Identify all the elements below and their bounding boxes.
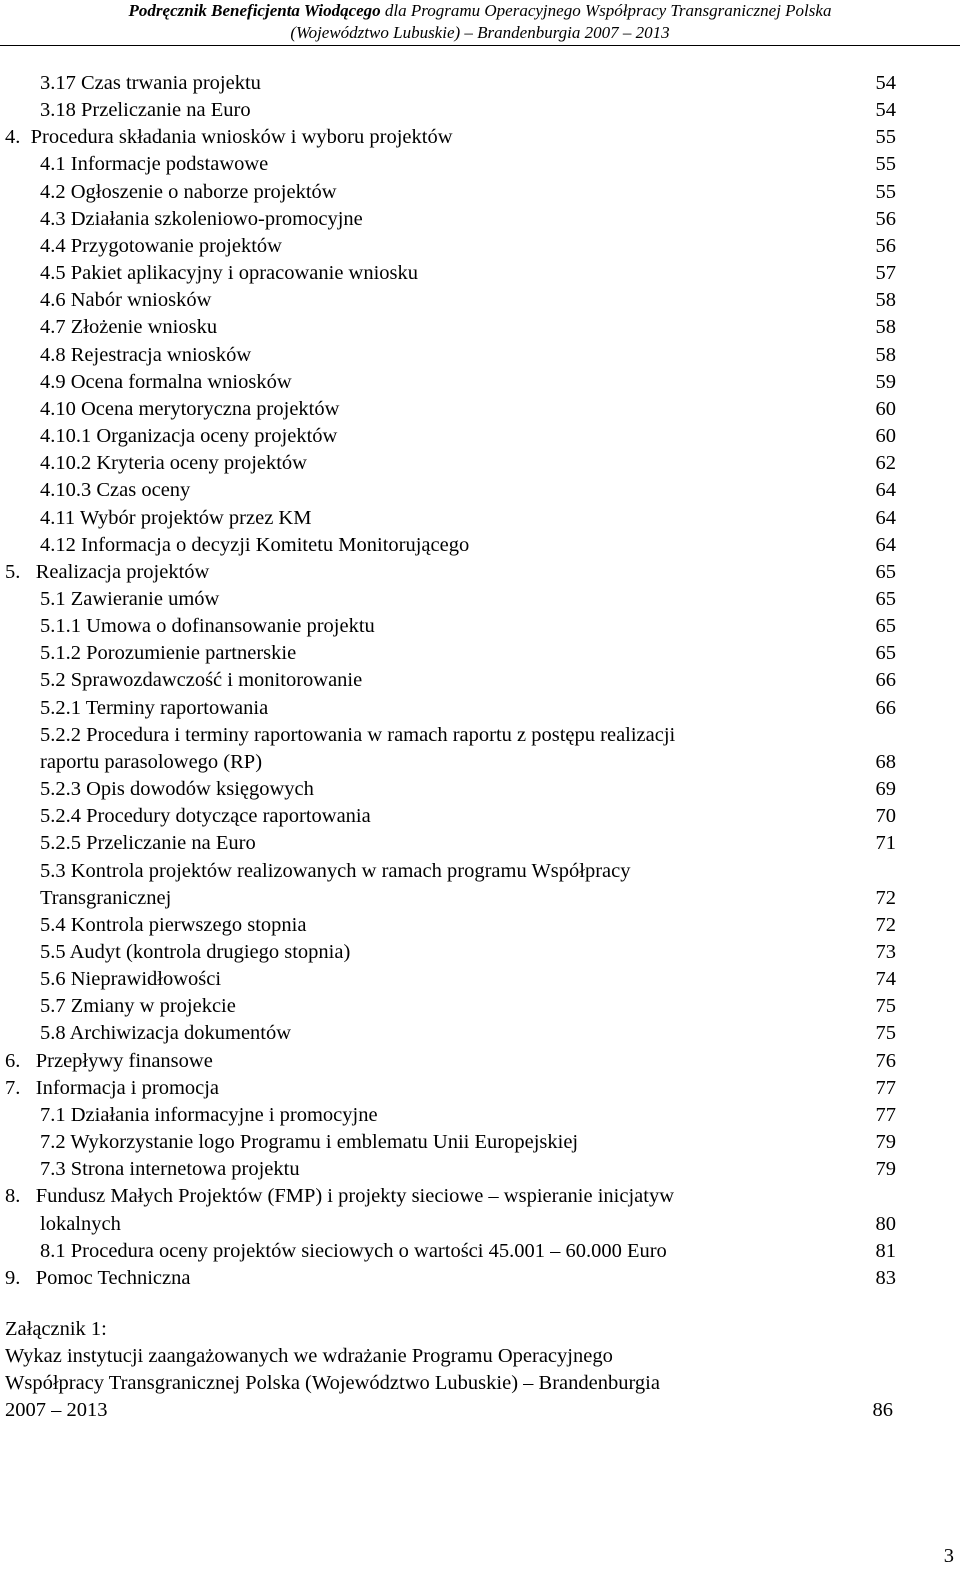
toc-entry-title: 4.11 Wybór projektów przez KM	[40, 506, 312, 529]
toc-entry	[0, 993, 960, 1020]
toc-entry	[0, 505, 960, 532]
toc-entry-page: 69	[875, 778, 896, 801]
toc-entry-title: 4.10.1 Organizacja oceny projektów	[40, 425, 338, 448]
toc-entry	[0, 586, 960, 613]
toc-entry-page: 62	[875, 452, 896, 475]
toc-entry	[0, 858, 960, 912]
toc-entry	[0, 233, 960, 260]
toc-entry-page: 65	[875, 560, 896, 583]
toc-entry-page: 77	[875, 1103, 896, 1126]
toc-entry-title: 5.5 Audyt (kontrola drugiego stopnia)	[40, 941, 351, 963]
toc-entry-title: 4.12 Informacja o decyzji Komitetu Monitorującego	[40, 533, 470, 556]
header-title	[0, 0, 960, 22]
toc-entry-title: 5.2.1 Terminy raportowania	[40, 696, 269, 719]
toc-entry-page: 72	[875, 913, 896, 936]
toc-entry-page: 79	[875, 1158, 896, 1181]
toc-entry	[0, 179, 960, 206]
toc-entry	[0, 369, 960, 396]
toc-entry	[0, 1102, 960, 1129]
running-header	[0, 0, 960, 44]
toc-entry-page: 66	[875, 669, 896, 692]
toc-entry-title: 4.2 Ogłoszenie o naborze projektów	[40, 180, 337, 203]
toc-entry-title: 4.1 Informacje podstawowe	[40, 153, 269, 176]
toc-entry	[0, 450, 960, 477]
toc-entry	[0, 830, 960, 857]
toc-entry-title: 4.3 Działania szkoleniowo-promocyjne	[40, 207, 363, 230]
toc-entry-page: 75	[875, 1022, 896, 1045]
toc-entry-title: 3.17 Czas trwania projektu	[40, 72, 261, 94]
toc-entry-page: 64	[875, 533, 896, 556]
toc-entry	[0, 124, 960, 151]
toc-entry-title: 6. Przepływy finansowe	[5, 1049, 213, 1072]
toc-entry	[0, 1020, 960, 1047]
toc-entry	[0, 1129, 960, 1156]
toc-entry-page: 55	[875, 180, 896, 203]
toc-entry-title: 4.10 Ocena merytoryczna projektów	[40, 397, 340, 420]
page-number: 3	[943, 1545, 954, 1567]
toc-entry-page: 56	[875, 207, 896, 230]
toc-entry	[0, 1075, 960, 1102]
toc-entry-page: 55	[875, 153, 896, 176]
toc-entry	[0, 423, 960, 450]
toc-entry	[0, 97, 960, 124]
toc-entry-title: 4.9 Ocena formalna wniosków	[40, 370, 292, 393]
toc-entry	[0, 613, 960, 640]
toc-entry-title: 8.1 Procedura oceny projektów sieciowych o wartości 45.001 – 60.000 Euro	[40, 1239, 667, 1262]
toc-entry-page: 76	[875, 1049, 896, 1072]
toc-entry	[0, 342, 960, 369]
toc-entry-page: 71	[875, 832, 896, 855]
toc-entry	[0, 396, 960, 423]
toc-entry-page: 79	[875, 1131, 896, 1154]
toc-entry-page: 64	[875, 506, 896, 529]
header-divider	[0, 45, 960, 46]
toc-entry	[0, 1238, 960, 1265]
toc-entry-page: 66	[875, 696, 896, 719]
annex-line: Załącznik 1:	[5, 1318, 107, 1340]
toc-entry	[0, 1183, 960, 1237]
toc-entry	[0, 776, 960, 803]
toc-entry	[0, 559, 960, 586]
toc-entry-page: 56	[875, 234, 896, 257]
toc-entry-title: 5.1 Zawieranie umów	[40, 587, 220, 610]
toc-entry-page: 77	[875, 1076, 896, 1099]
toc-entry	[0, 803, 960, 830]
toc-entry	[0, 477, 960, 504]
toc-entry-title: 5.8 Archiwizacja dokumentów	[40, 1022, 292, 1045]
toc-entry-page: 57	[875, 262, 896, 285]
toc-entry-page: 58	[875, 316, 896, 339]
annex-line: Wykaz instytucji zaangażowanych we wdrażanie Programu Operacyjnego	[5, 1345, 613, 1368]
toc-entry-title: 9. Pomoc Techniczna	[5, 1266, 191, 1289]
toc-entry-page: 64	[875, 479, 896, 502]
header-subtitle: (Województwo Lubuskie) – Brandenburgia 2007 – 2013	[290, 23, 670, 42]
annex-line: 2007 – 2013	[5, 1399, 108, 1422]
toc-entry-title: 5.7 Zmiany w projekcie	[40, 995, 236, 1018]
toc-entry-title: 5.1.2 Porozumienie partnerskie	[40, 642, 297, 665]
toc-entry-title: 5.2.4 Procedury dotyczące raportowania	[40, 805, 371, 828]
toc-entry-page: 58	[875, 343, 896, 366]
toc-entry-title: 4.6 Nabór wniosków	[40, 289, 212, 312]
toc-entry-title: 5.2.2 Procedura i terminy raportowania w ramach raportu z postępu realizacji	[40, 723, 676, 746]
toc-entry-page: 60	[875, 397, 896, 420]
toc-entry-title: 5.2.3 Opis dowodów księgowych	[40, 778, 314, 801]
toc-entry-title: 7.3 Strona internetowa projektu	[40, 1158, 300, 1181]
toc-entry-title: 8. Fundusz Małych Projektów (FMP) i projekty sieciowe – wspieranie inicjatyw	[5, 1185, 674, 1208]
toc-entry-page: 60	[875, 425, 896, 448]
toc-entry	[0, 532, 960, 559]
toc-entry-title: 5.2.5 Przeliczanie na Euro	[40, 832, 256, 855]
toc-entry	[0, 939, 960, 966]
toc-entry-title: raportu parasolowego (RP)	[40, 750, 263, 773]
toc-entry	[0, 1156, 960, 1183]
toc-entry-title: lokalnych	[40, 1212, 121, 1235]
toc-entry-title: Transgranicznej	[40, 886, 172, 909]
toc-entry-title: 5.3 Kontrola projektów realizowanych w ramach programu Współpracy	[40, 859, 631, 882]
toc-entry-page: 65	[875, 642, 896, 665]
annex-line: Współpracy Transgranicznej Polska (Województwo Lubuskie) – Brandenburgia	[5, 1372, 660, 1395]
toc-entry-title: 5.4 Kontrola pierwszego stopnia	[40, 913, 307, 936]
toc-entry	[0, 966, 960, 993]
toc-entry-page: 83	[875, 1266, 896, 1289]
toc-entry	[0, 70, 960, 97]
header-title-rest: dla Programu Operacyjnego Współpracy Transgranicznej Polska	[380, 1, 832, 20]
toc-entry	[0, 314, 960, 341]
annex-entry	[5, 1316, 905, 1425]
toc-entry-page: 65	[875, 615, 896, 638]
toc-entry	[0, 206, 960, 233]
toc-entry-page: 58	[875, 289, 896, 312]
toc-entry-page: 65	[875, 587, 896, 610]
toc-entry-title: 4.8 Rejestracja wniosków	[40, 343, 252, 366]
toc-entry-page: 54	[875, 72, 896, 94]
toc-entry-title: 5. Realizacja projektów	[5, 560, 210, 583]
toc-entry-title: 3.18 Przeliczanie na Euro	[40, 99, 251, 122]
toc-entry	[0, 1265, 960, 1292]
toc-entry-page: 70	[875, 805, 896, 828]
toc-entry	[0, 260, 960, 287]
toc-entry-page: 55	[875, 126, 896, 149]
toc-entry-title: 4.7 Złożenie wniosku	[40, 316, 218, 339]
toc-entry-page: 75	[875, 995, 896, 1018]
toc-entry	[0, 287, 960, 314]
toc-entry-title: 4.5 Pakiet aplikacyjny i opracowanie wniosku	[40, 262, 419, 285]
toc-entry-title: 5.6 Nieprawidłowości	[40, 968, 222, 991]
toc-entry	[0, 912, 960, 939]
toc-entry-title: 7.1 Działania informacyjne i promocyjne	[40, 1103, 378, 1126]
table-of-contents	[0, 70, 960, 1292]
toc-entry-page: 80	[875, 1212, 896, 1235]
toc-entry	[0, 667, 960, 694]
toc-entry-page: 73	[875, 941, 896, 963]
toc-entry-title: 5.1.1 Umowa o dofinansowanie projektu	[40, 615, 375, 638]
toc-entry-title: 4. Procedura składania wniosków i wyboru projektów	[5, 126, 453, 149]
toc-entry	[0, 695, 960, 722]
toc-entry-title: 5.2 Sprawozdawczość i monitorowanie	[40, 669, 363, 692]
toc-entry-title: 7. Informacja i promocja	[5, 1076, 220, 1099]
toc-entry	[0, 722, 960, 776]
annex-page-number: 86	[872, 1399, 893, 1422]
toc-entry-page: 59	[875, 370, 896, 393]
toc-entry-page: 68	[875, 750, 896, 773]
toc-entry	[0, 1048, 960, 1075]
toc-entry-title: 7.2 Wykorzystanie logo Programu i emblematu Unii Europejskiej	[40, 1131, 579, 1154]
toc-entry-page: 74	[875, 968, 896, 991]
toc-entry	[0, 151, 960, 178]
toc-entry-title: 4.10.2 Kryteria oceny projektów	[40, 452, 307, 475]
toc-entry-page: 72	[875, 886, 896, 909]
toc-entry-title: 4.10.3 Czas oceny	[40, 479, 191, 502]
toc-entry-page: 81	[875, 1239, 896, 1262]
toc-entry-page: 54	[875, 99, 896, 122]
toc-entry-title: 4.4 Przygotowanie projektów	[40, 234, 282, 257]
header-title-bold: Podręcznik Beneficjenta Wiodącego	[128, 1, 381, 20]
toc-entry	[0, 640, 960, 667]
